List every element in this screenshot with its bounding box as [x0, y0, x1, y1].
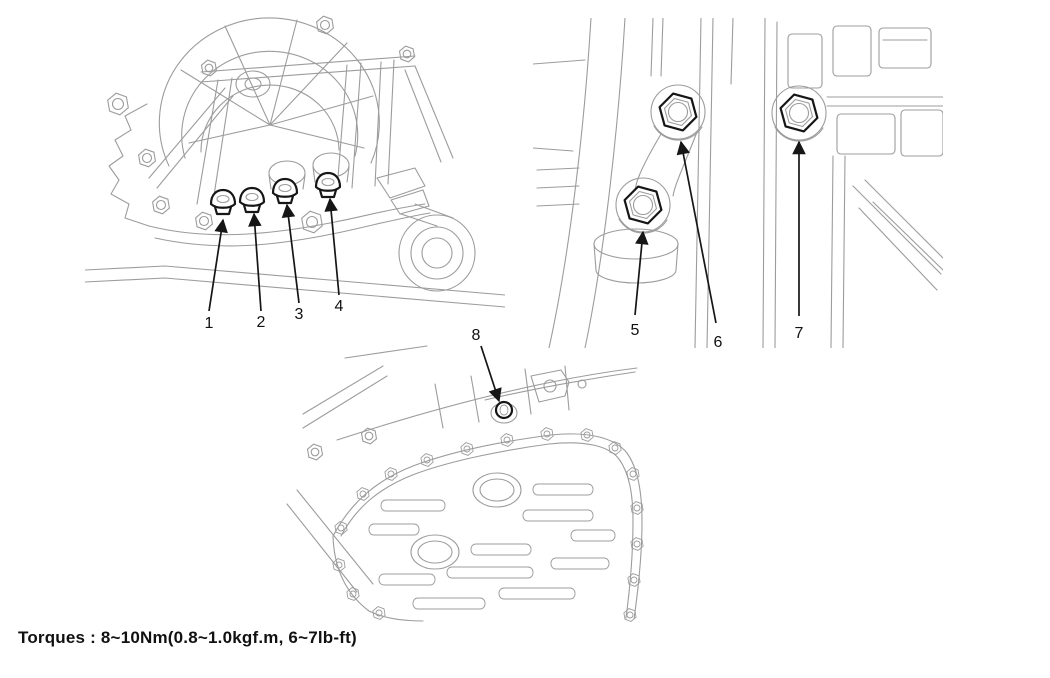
- callout-5-label: 5: [630, 322, 640, 339]
- callout-4-label: 4: [334, 298, 344, 315]
- bracket-bolt-icon: [202, 60, 217, 76]
- case-bolt-icon: [362, 428, 377, 444]
- body-structure-lines: [533, 18, 777, 348]
- bracket-bolt-icon: [400, 46, 415, 62]
- callout-1-label: 1: [204, 315, 214, 332]
- hex-bolt-7: [772, 86, 826, 141]
- arrow-5-icon: [635, 232, 643, 315]
- case-bolt-icon: [153, 196, 170, 214]
- case-above-pan: [287, 346, 637, 592]
- bracket-nut-icon: [317, 16, 334, 34]
- support-bracket-frame: [149, 16, 453, 204]
- pressure-plug-3: [273, 179, 297, 203]
- diagram-mounting-bolts: [533, 18, 943, 348]
- case-bolt-icon: [139, 149, 156, 167]
- callout-8-label: 8: [471, 327, 481, 344]
- hex-bolt-6: [651, 85, 705, 140]
- panel-structures: [788, 26, 943, 348]
- arrow-2-icon: [254, 214, 261, 311]
- hex-bolt-5: [616, 178, 670, 233]
- case-bolt-icon: [108, 93, 129, 115]
- callout-2-label: 2: [256, 314, 266, 331]
- drain-plug-8: [491, 402, 517, 423]
- callout-6-label: 6: [713, 334, 723, 348]
- oil-pan-flange: [333, 434, 642, 621]
- case-flange-nut-icon: [302, 211, 323, 233]
- callout-arrows: [209, 199, 339, 311]
- output-shaft-boss: [377, 168, 475, 291]
- diagram-transaxle-case-plugs: [85, 8, 505, 338]
- pressure-plug-4: [316, 173, 340, 197]
- arrow-8-icon: [481, 346, 499, 401]
- oil-pan-ribs: [369, 473, 615, 609]
- callout-3-label: 3: [294, 306, 304, 323]
- callout-arrows: [635, 142, 799, 323]
- case-bolt-icon: [308, 444, 323, 460]
- case-bolt-icon: [196, 212, 213, 230]
- torque-spec-caption: Torques : 8~10Nm(0.8~1.0kgf.m, 6~7lb-ft): [18, 628, 357, 647]
- callout-7-label: 7: [794, 325, 804, 342]
- pressure-plug-1: [211, 190, 235, 214]
- oil-pan-bolts: [333, 428, 643, 622]
- ribbed-converter-housing: [159, 18, 379, 166]
- arrow-1-icon: [209, 220, 223, 311]
- pressure-plug-2: [240, 188, 264, 212]
- diagram-oil-pan: [285, 322, 680, 622]
